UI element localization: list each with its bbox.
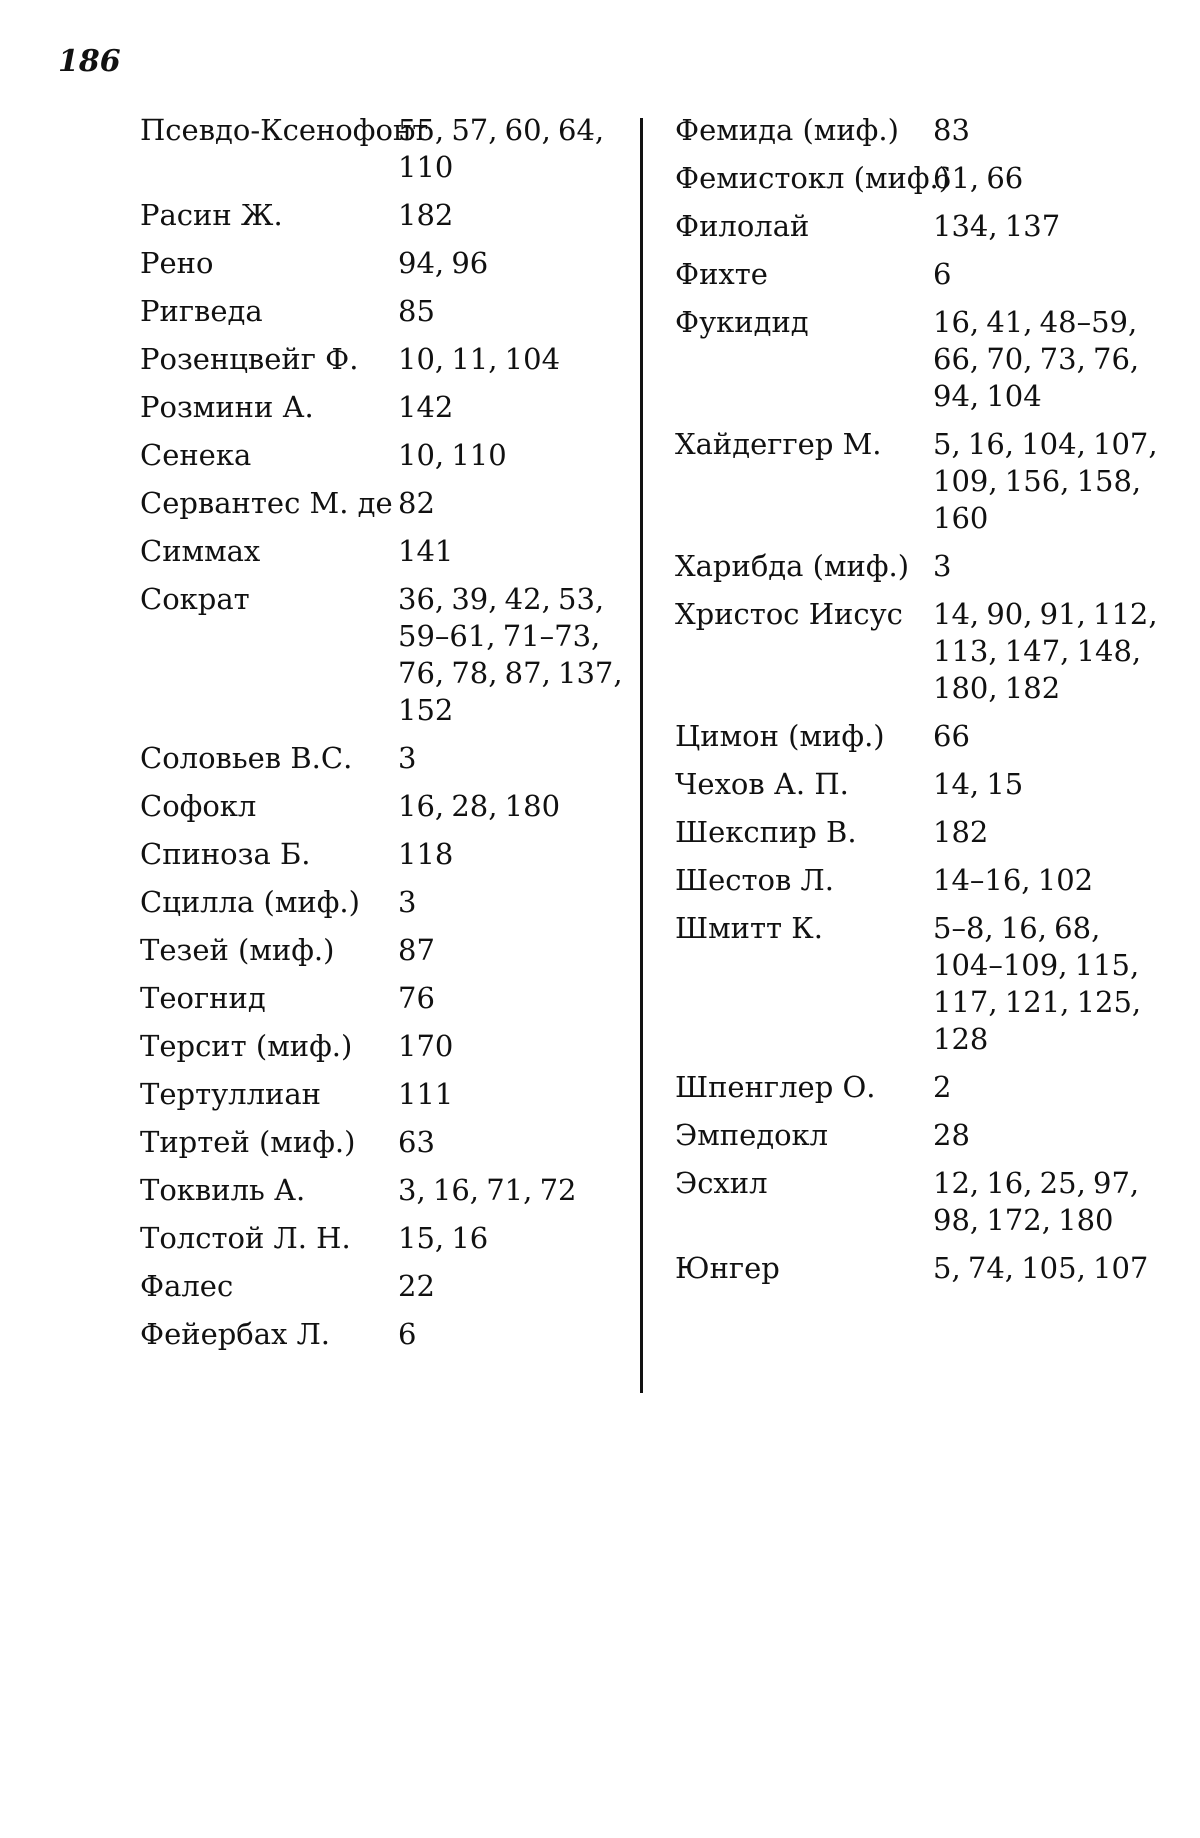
index-entry: [675, 596, 1175, 707]
entry-pages: 61, 66: [933, 161, 1024, 195]
entry-pages: 66: [933, 719, 970, 753]
index-entry: [140, 788, 625, 825]
entry-pages: 6: [398, 1317, 417, 1351]
entry-name: Христос Иисус: [675, 597, 903, 631]
entry-name: Сократ: [140, 582, 250, 616]
entry-name: Цимон (миф.): [675, 719, 885, 753]
entry-name: Соловьев В.С.: [140, 741, 353, 775]
index-entry: [140, 485, 625, 522]
index-entry: [675, 862, 1175, 899]
index-entry: [140, 1028, 625, 1065]
entry-name: Рено: [140, 246, 214, 280]
entry-pages: 134, 137: [933, 209, 1061, 243]
entry-name: Филолай: [675, 209, 810, 243]
index-entry: [675, 1069, 1175, 1106]
entry-pages: 14, 15: [933, 767, 1024, 801]
index-entry: [140, 112, 625, 186]
index-entry: [140, 197, 625, 234]
index-entry: [140, 437, 625, 474]
entry-pages: 3: [933, 549, 952, 583]
index-entry: [140, 884, 625, 921]
entry-name: Шмитт К.: [675, 911, 823, 945]
entry-pages: 14–16, 102: [933, 863, 1094, 897]
entry-name: Харибда (миф.): [675, 549, 910, 583]
entry-name: Фемида (миф.): [675, 113, 899, 147]
entry-name: Расин Ж.: [140, 198, 283, 232]
entry-name: Сенека: [140, 438, 252, 472]
entry-name: Теогнид: [140, 981, 266, 1015]
entry-name: Фукидид: [675, 305, 809, 339]
entry-name: Юнгер: [675, 1251, 780, 1285]
index-entry: [140, 932, 625, 969]
index-entry: [140, 1172, 625, 1209]
index-entry: [140, 1124, 625, 1161]
entry-pages: 87: [398, 933, 435, 967]
entry-name: Тезей (миф.): [140, 933, 335, 967]
entry-pages: 10, 110: [398, 438, 507, 472]
index-entry: [140, 1076, 625, 1113]
entry-pages: 5, 16, 104, 107, 109, 156, 158, 160: [933, 427, 1158, 535]
entry-pages: 85: [398, 294, 435, 328]
entry-name: Фемистокл (миф.): [675, 161, 951, 195]
entry-name: Чехов А. П.: [675, 767, 849, 801]
entry-pages: 14, 90, 91, 112, 113, 147, 148, 180, 182: [933, 597, 1158, 705]
entry-pages: 3: [398, 885, 417, 919]
entry-name: Шестов Л.: [675, 863, 834, 897]
entry-pages: 16, 41, 48–59, 66, 70, 73, 76, 94, 104: [933, 305, 1140, 413]
entry-pages: 22: [398, 1269, 435, 1303]
entry-name: Терсит (миф.): [140, 1029, 353, 1063]
column-divider: [640, 118, 643, 1393]
entry-pages: 28: [933, 1118, 970, 1152]
entry-name: Тиртей (миф.): [140, 1125, 356, 1159]
index-entry: [140, 581, 625, 729]
entry-pages: 12, 16, 25, 97, 98, 172, 180: [933, 1166, 1140, 1237]
entry-pages: 83: [933, 113, 970, 147]
entry-pages: 118: [398, 837, 454, 871]
index-entry: [675, 814, 1175, 851]
index-entry: [675, 1250, 1175, 1287]
entry-pages: 3, 16, 71, 72: [398, 1173, 577, 1207]
entry-pages: 111: [398, 1077, 454, 1111]
index-entry: [140, 1268, 625, 1305]
entry-pages: 5, 74, 105, 107: [933, 1251, 1149, 1285]
entry-name: Тертуллиан: [140, 1077, 321, 1111]
index-entry: [140, 740, 625, 777]
entry-pages: 142: [398, 390, 454, 424]
index-entry: [675, 112, 1175, 149]
entry-name: Шекспир В.: [675, 815, 857, 849]
index-entry: [140, 533, 625, 570]
entry-name: Розмини А.: [140, 390, 314, 424]
index-entry: [140, 836, 625, 873]
index-entry: [675, 304, 1175, 415]
entry-name: Токвиль А.: [140, 1173, 306, 1207]
entry-name: Симмах: [140, 534, 261, 568]
index-entry: [140, 980, 625, 1017]
entry-pages: 94, 96: [398, 246, 489, 280]
entry-pages: 182: [933, 815, 989, 849]
index-entry: [675, 548, 1175, 585]
entry-name: Толстой Л. Н.: [140, 1221, 351, 1255]
entry-name: Сервантес М. де: [140, 486, 393, 520]
entry-name: Хайдеггер М.: [675, 427, 882, 461]
index-entry: [140, 389, 625, 426]
entry-name: Шпенглер О.: [675, 1070, 876, 1104]
index-entry: [675, 910, 1175, 1058]
index-entry: [675, 1117, 1175, 1154]
entry-name: Псевдо-Ксенофонт: [140, 113, 429, 147]
entry-pages: 82: [398, 486, 435, 520]
entry-pages: 2: [933, 1070, 952, 1104]
entry-name: Эсхил: [675, 1166, 768, 1200]
index-column-right: [675, 112, 1175, 1298]
entry-name: Эмпедокл: [675, 1118, 829, 1152]
index-column-left: [140, 112, 625, 1364]
entry-name: Сцилла (миф.): [140, 885, 360, 919]
entry-pages: 5–8, 16, 68, 104–109, 115, 117, 121, 125, 128: [933, 911, 1142, 1056]
entry-name: Софокл: [140, 789, 257, 823]
entry-pages: 182: [398, 198, 454, 232]
index-entry: [140, 1316, 625, 1353]
entry-pages: 63: [398, 1125, 435, 1159]
entry-pages: 36, 39, 42, 53, 59–61, 71–73, 76, 78, 87, 137, 152: [398, 582, 623, 727]
entry-name: Спиноза Б.: [140, 837, 311, 871]
index-entry: [675, 208, 1175, 245]
entry-name: Ригведа: [140, 294, 263, 328]
entry-name: Фихте: [675, 257, 768, 291]
entry-pages: 3: [398, 741, 417, 775]
index-entry: [140, 245, 625, 282]
index-entry: [675, 160, 1175, 197]
entry-pages: 141: [398, 534, 454, 568]
entry-pages: 16, 28, 180: [398, 789, 561, 823]
entry-pages: 55, 57, 60, 64, 110: [398, 113, 605, 184]
index-entry: [675, 718, 1175, 755]
entry-name: Фалес: [140, 1269, 234, 1303]
index-entry: [140, 1220, 625, 1257]
index-entry: [675, 426, 1175, 537]
entry-pages: 76: [398, 981, 435, 1015]
entry-pages: 10, 11, 104: [398, 342, 561, 376]
entry-pages: 170: [398, 1029, 454, 1063]
page-number: 186: [58, 44, 121, 79]
index-entry: [140, 341, 625, 378]
index-entry: [675, 1165, 1175, 1239]
entry-pages: 6: [933, 257, 952, 291]
entry-name: Фейербах Л.: [140, 1317, 331, 1351]
index-entry: [140, 293, 625, 330]
index-entry: [675, 766, 1175, 803]
index-entry: [675, 256, 1175, 293]
entry-pages: 15, 16: [398, 1221, 489, 1255]
entry-name: Розенцвейг Ф.: [140, 342, 359, 376]
